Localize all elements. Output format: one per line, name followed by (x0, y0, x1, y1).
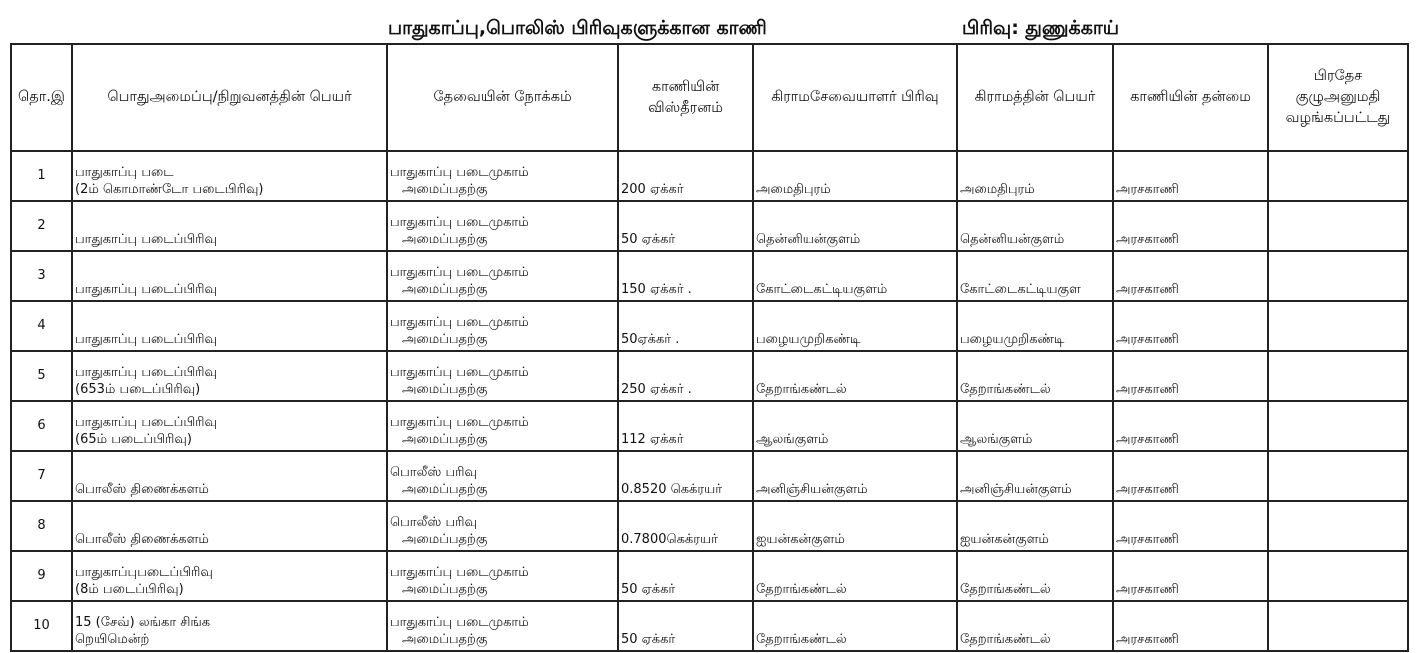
table-row (11, 551, 1408, 601)
serial-cell: 3 (11, 251, 72, 301)
col-header-committee-approval: பிரதேச குழுஅனுமதி வழங்கப்பட்டது (1268, 44, 1408, 151)
serial-cell: 1 (11, 151, 72, 201)
organisation-cell (72, 551, 387, 601)
purpose-line-2: அமைப்பதற்கு (402, 532, 488, 547)
purpose-line-2: அமைப்பதற்கு (402, 182, 488, 197)
col-header-serial: தொ.இ (11, 44, 72, 151)
division-label: பிரிவு: துணுக்காய் (962, 17, 1120, 39)
land-type-cell: அரசகாணி (1113, 551, 1268, 601)
village-cell: கோட்டைகட்டியகுள (957, 251, 1113, 301)
organisation-cell (72, 301, 387, 351)
col-header-gn-division: கிராமசேவையாளர் பிரிவு (753, 44, 957, 151)
gn-division-cell: அனிஞ்சியன்குளம் (753, 451, 957, 501)
land-type-cell: அரசகாணி (1113, 451, 1268, 501)
organisation-line-1: 15 (சேவ்) லங்கா சிங்க (75, 615, 211, 630)
purpose-line-1: பாதுகாப்பு படைமுகாம் (390, 215, 529, 230)
col-header-land-type: காணியின் தன்மை (1113, 44, 1268, 151)
organisation-cell (72, 151, 387, 201)
table-row (11, 451, 1408, 501)
approval-cell (1268, 551, 1408, 601)
gn-division-cell: அமைதிபுரம் (753, 151, 957, 201)
approval-cell (1268, 301, 1408, 351)
land-type-cell: அரசகாணி (1113, 251, 1268, 301)
serial-cell: 4 (11, 301, 72, 351)
organisation-cell (72, 601, 387, 651)
purpose-cell (387, 351, 618, 401)
header-row (11, 44, 1408, 151)
organisation-line-2: (65ம் படைப்பிரிவு) (75, 432, 192, 447)
col-header-village: கிராமத்தின் பெயர் (957, 44, 1113, 151)
purpose-line-1: பாதுகாப்பு படைமுகாம் (390, 615, 529, 630)
organisation-cell (72, 351, 387, 401)
document-title: பாதுகாப்பு,பொலிஸ் பிரிவுகளுக்கான காணி (388, 17, 767, 39)
organisation-line-2: பாதுகாப்பு படைப்பிரிவு (75, 332, 217, 347)
approval-cell (1268, 401, 1408, 451)
village-cell: அனிஞ்சியன்குளம் (957, 451, 1113, 501)
village-cell: தேறாங்கண்டல் (957, 351, 1113, 401)
organisation-line-2: பொலீஸ் திணைக்களம் (75, 532, 209, 547)
land-type-cell: அரசகாணி (1113, 301, 1268, 351)
extent-cell: 0.7800கெக்ரயர் (618, 501, 753, 551)
organisation-cell (72, 201, 387, 251)
land-type-cell: அரசகாணி (1113, 201, 1268, 251)
village-cell: தேறாங்கண்டல் (957, 601, 1113, 651)
table-row (11, 201, 1408, 251)
purpose-line-2: அமைப்பதற்கு (402, 282, 488, 297)
purpose-line-2: அமைப்பதற்கு (402, 432, 488, 447)
organisation-line-1: பாதுகாப்புபடைப்பிரிவு (75, 565, 213, 580)
serial-cell: 7 (11, 451, 72, 501)
extent-cell: 50 ஏக்கர் (618, 601, 753, 651)
organisation-line-2: றெயிமென்ற் (75, 632, 150, 647)
land-type-cell: அரசகாணி (1113, 601, 1268, 651)
purpose-cell (387, 401, 618, 451)
purpose-cell (387, 201, 618, 251)
table-row (11, 501, 1408, 551)
table-row (11, 301, 1408, 351)
purpose-cell (387, 501, 618, 551)
approval-cell (1268, 501, 1408, 551)
village-cell: தேறாங்கண்டல் (957, 551, 1113, 601)
gn-division-cell: கோட்டைகட்டியகுளம் (753, 251, 957, 301)
table-row (11, 351, 1408, 401)
serial-cell: 9 (11, 551, 72, 601)
organisation-line-2: பாதுகாப்பு படைப்பிரிவு (75, 282, 217, 297)
col-header-organisation: பொதுஅமைப்பு/நிறுவனத்தின் பெயர் (72, 44, 387, 151)
purpose-cell (387, 301, 618, 351)
purpose-line-1: பொலீஸ் பரிவு (390, 465, 477, 480)
purpose-line-2: அமைப்பதற்கு (402, 332, 488, 347)
purpose-cell (387, 551, 618, 601)
organisation-cell (72, 401, 387, 451)
extent-cell: 0.8520 கெக்ரயர் (618, 451, 753, 501)
land-allocation-table (10, 43, 1409, 652)
purpose-cell (387, 451, 618, 501)
purpose-line-1: பொலீஸ் பரிவு (390, 515, 477, 530)
gn-division-cell: ஐயன்கன்குளம் (753, 501, 957, 551)
col-header-extent: காணியின் விஸ்தீரனம் (618, 44, 753, 151)
purpose-line-1: பாதுகாப்பு படைமுகாம் (390, 315, 529, 330)
extent-cell: 150 ஏக்கர் . (618, 251, 753, 301)
extent-cell: 50ஏக்கர் . (618, 301, 753, 351)
land-type-cell: அரசகாணி (1113, 151, 1268, 201)
approval-cell (1268, 251, 1408, 301)
extent-cell: 50 ஏக்கர் (618, 201, 753, 251)
serial-cell: 5 (11, 351, 72, 401)
gn-division-cell: தேறாங்கண்டல் (753, 551, 957, 601)
extent-cell: 50 ஏக்கர் (618, 551, 753, 601)
approval-cell (1268, 351, 1408, 401)
serial-cell: 2 (11, 201, 72, 251)
table-row (11, 601, 1408, 651)
serial-cell: 6 (11, 401, 72, 451)
purpose-line-2: அமைப்பதற்கு (402, 482, 488, 497)
gn-division-cell: தேறாங்கண்டல் (753, 351, 957, 401)
approval-cell (1268, 451, 1408, 501)
purpose-line-1: பாதுகாப்பு படைமுகாம் (390, 165, 529, 180)
purpose-line-2: அமைப்பதற்கு (402, 582, 488, 597)
purpose-cell (387, 151, 618, 201)
gn-division-cell: ஆலங்குளம் (753, 401, 957, 451)
organisation-line-1: பாதுகாப்பு படை (75, 165, 174, 180)
purpose-line-2: அமைப்பதற்கு (402, 382, 488, 397)
organisation-line-2: (653ம் படைப்பிரிவு) (75, 382, 201, 397)
organisation-line-2: (2ம் கொமாண்டோ படைபிரிவு) (75, 182, 264, 197)
organisation-line-1: பாதுகாப்பு படைப்பிரிவு (75, 415, 217, 430)
purpose-line-1: பாதுகாப்பு படைமுகாம் (390, 415, 529, 430)
approval-cell (1268, 201, 1408, 251)
extent-cell: 200 ஏக்கர் (618, 151, 753, 201)
purpose-line-2: அமைப்பதற்கு (402, 232, 488, 247)
approval-cell (1268, 151, 1408, 201)
purpose-line-2: அமைப்பதற்கு (402, 632, 488, 647)
purpose-cell (387, 601, 618, 651)
gn-division-cell: தென்னியன்குளம் (753, 201, 957, 251)
document-header (0, 17, 1423, 45)
organisation-line-2: (8ம் படைப்பிரிவு) (75, 582, 184, 597)
organisation-line-2: பாதுகாப்பு படைப்பிரிவு (75, 232, 217, 247)
village-cell: அமைதிபுரம் (957, 151, 1113, 201)
serial-cell: 10 (11, 601, 72, 651)
gn-division-cell: தேறாங்கண்டல் (753, 601, 957, 651)
purpose-line-1: பாதுகாப்பு படைமுகாம் (390, 365, 529, 380)
village-cell: ஐயன்கன்குளம் (957, 501, 1113, 551)
table-row (11, 251, 1408, 301)
col-header-purpose: தேவையின் நோக்கம் (387, 44, 618, 151)
table-row (11, 151, 1408, 201)
purpose-line-1: பாதுகாப்பு படைமுகாம் (390, 565, 529, 580)
purpose-line-1: பாதுகாப்பு படைமுகாம் (390, 265, 529, 280)
organisation-cell (72, 501, 387, 551)
extent-cell: 112 ஏக்கர் (618, 401, 753, 451)
organisation-cell (72, 251, 387, 301)
village-cell: ஆலங்குளம் (957, 401, 1113, 451)
land-type-cell: அரசகாணி (1113, 351, 1268, 401)
organisation-cell (72, 451, 387, 501)
village-cell: பழையமுறிகண்டி (957, 301, 1113, 351)
organisation-line-1: பாதுகாப்பு படைப்பிரிவு (75, 365, 217, 380)
land-type-cell: அரசகாணி (1113, 501, 1268, 551)
table-row (11, 401, 1408, 451)
extent-cell: 250 ஏக்கர் . (618, 351, 753, 401)
village-cell: தென்னியன்குளம் (957, 201, 1113, 251)
approval-cell (1268, 601, 1408, 651)
organisation-line-2: பொலீஸ் திணைக்களம் (75, 482, 209, 497)
land-type-cell: அரசகாணி (1113, 401, 1268, 451)
gn-division-cell: பழையமுறிகண்டி (753, 301, 957, 351)
purpose-cell (387, 251, 618, 301)
serial-cell: 8 (11, 501, 72, 551)
